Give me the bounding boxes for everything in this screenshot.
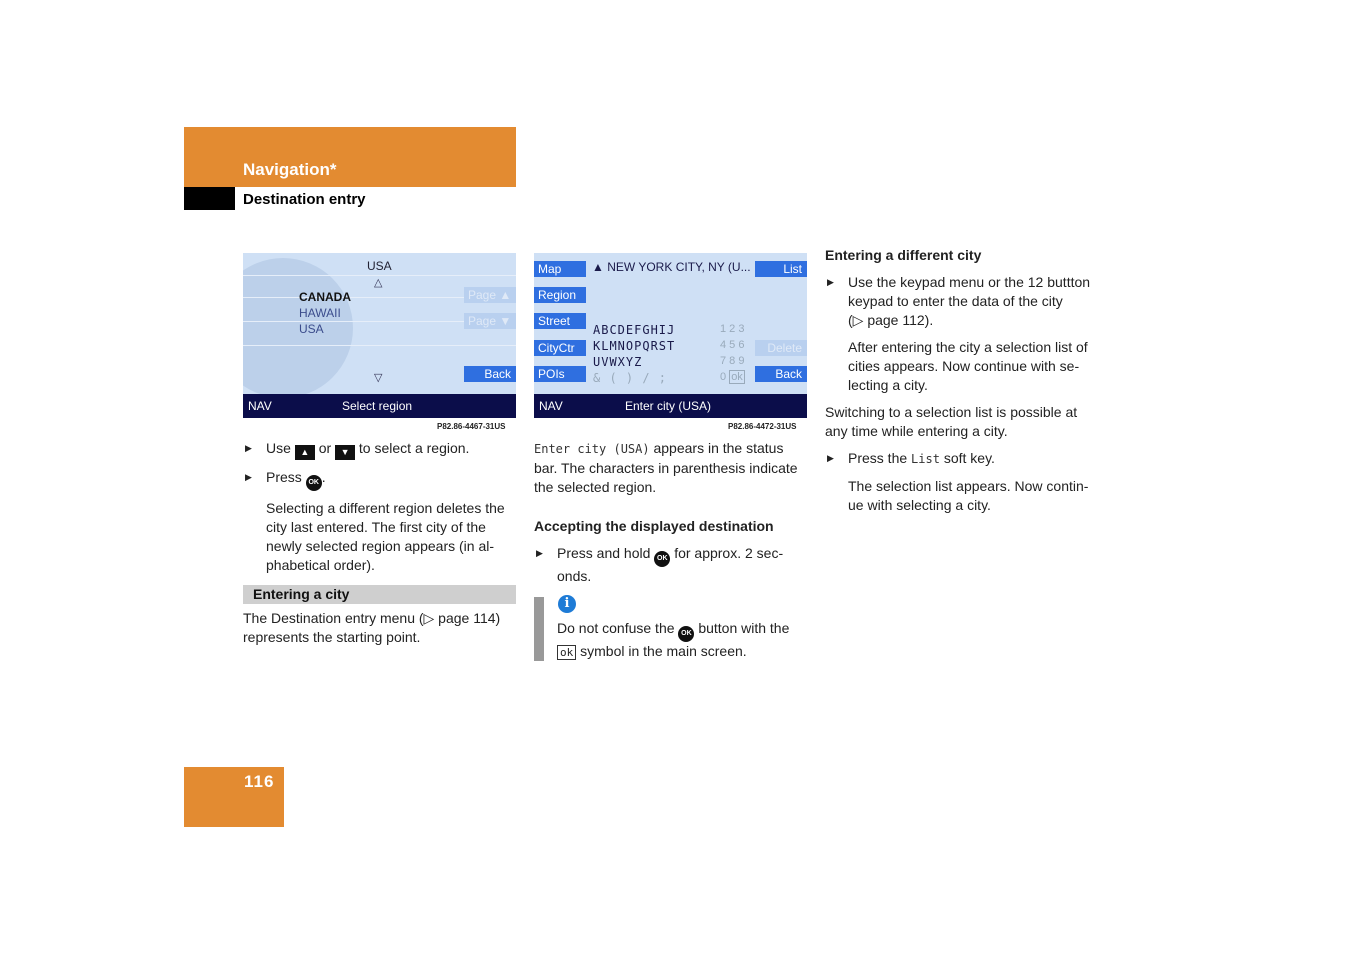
road-icon: ▲ (592, 260, 604, 274)
digit-zero[interactable]: 0 ok (720, 371, 743, 383)
globe-graphic (243, 258, 353, 398)
region-top: USA (367, 259, 392, 273)
arrow-up-icon: △ (374, 277, 383, 289)
region-item-hawaii[interactable]: HAWAII (299, 306, 341, 320)
status-bar (243, 394, 516, 418)
back-button[interactable]: Back (464, 366, 516, 382)
street-button[interactable]: Street (534, 313, 586, 329)
accept-heading: Accepting the displayed destination (534, 518, 774, 534)
section-heading: Entering a city (243, 585, 516, 604)
figure-caption: P82.86-4472-31US (728, 422, 797, 431)
region-button[interactable]: Region (534, 287, 586, 303)
different-city-heading: Entering a different city (825, 247, 982, 263)
keyboard-row-4[interactable]: & ( ) / ; (593, 371, 668, 385)
region-note: Selecting a different region deletes the city last entered. The first city of the newly selected region appears (in al- phabetical order). (266, 500, 505, 573)
keyboard-row-2[interactable]: KLMNOPQRST (593, 339, 676, 353)
page-number: 116 (244, 772, 275, 791)
status-title: Select region (342, 399, 413, 413)
status-bar (534, 394, 807, 418)
status-explanation: Enter city (USA) appears in the status bar. The characters in parenthesis indicate the selected region. (534, 440, 798, 495)
enter-city-screen (534, 253, 807, 418)
page-up-button[interactable]: Page ▲ (464, 287, 516, 303)
citycenter-button[interactable]: CityCtr (534, 340, 586, 356)
region-item-usa[interactable]: USA (299, 322, 324, 336)
selection-note: After entering the city a selection list of cities appears. Now continue with se- lecting a city. (848, 339, 1088, 393)
ok-button-icon: OK (306, 475, 322, 491)
select-region-screen (243, 253, 516, 418)
back-button[interactable]: Back (755, 366, 807, 382)
map-button[interactable]: Map (534, 261, 586, 277)
bullet-list-key: ▶ Press the List soft key. (825, 449, 1115, 469)
status-title: Enter city (USA) (625, 399, 712, 413)
header-marker (184, 187, 235, 210)
bullet-press-ok: ▶ Press OK . (243, 468, 523, 491)
ok-symbol: ok (557, 645, 576, 660)
city-line: ▲ NEW YORK CITY, NY (U... (592, 260, 751, 274)
pois-button[interactable]: POIs (534, 366, 586, 382)
bullet-keypad: ▶ Use the keypad menu or the 12 buttton keypad to enter the data of the city (▷ page 112). (825, 273, 1115, 330)
header-bar (184, 127, 516, 187)
ok-key[interactable]: ok (731, 371, 743, 383)
list-button[interactable]: List (755, 261, 807, 277)
arrow-up-key-icon: ▲ (295, 445, 315, 460)
region-item-canada[interactable]: CANADA (299, 290, 351, 304)
digits-row-2[interactable]: 4 5 6 (720, 339, 745, 351)
digits-row-3[interactable]: 7 8 9 (720, 355, 745, 367)
arrow-down-key-icon: ▼ (335, 445, 355, 460)
intro-paragraph: The Destination entry menu (▷ page 114) represents the starting point. (243, 610, 501, 645)
keyboard-row-3[interactable]: UVWXYZ (593, 355, 643, 369)
info-icon: i (558, 595, 576, 613)
keyboard-row-1[interactable]: ABCDEFGHIJ (593, 323, 676, 337)
digits-row-1[interactable]: 1 2 3 (720, 323, 745, 335)
page-down-button[interactable]: Page ▼ (464, 313, 516, 329)
bullet-use-keys: ▶ Use ▲ or ▼ to select a region. (243, 439, 523, 460)
bullet-press-hold: ▶ Press and hold OK for approx. 2 sec- onds. (534, 544, 814, 586)
note-bar (534, 597, 544, 661)
ok-button-icon: OK (678, 626, 694, 642)
switch-note: Switching to a selection list is possible at any time while entering a city. (825, 404, 1078, 439)
ok-button-icon: OK (654, 551, 670, 567)
status-nav: NAV (539, 399, 563, 413)
status-nav: NAV (248, 399, 272, 413)
column-2 (534, 439, 814, 586)
figure-caption: P82.86-4467-31US (437, 422, 506, 431)
section-title: Navigation* (243, 160, 337, 179)
subsection-title: Destination entry (243, 191, 366, 208)
info-note: Do not confuse the OK button with the ok symbol in the main screen. (557, 620, 790, 659)
column-3 (825, 246, 1115, 515)
list-appears-note: The selection list appears. Now contin- ue with selecting a city. (848, 478, 1089, 513)
arrow-down-icon: ▽ (374, 372, 383, 384)
delete-button[interactable]: Delete (755, 340, 807, 356)
column-1 (243, 439, 523, 575)
